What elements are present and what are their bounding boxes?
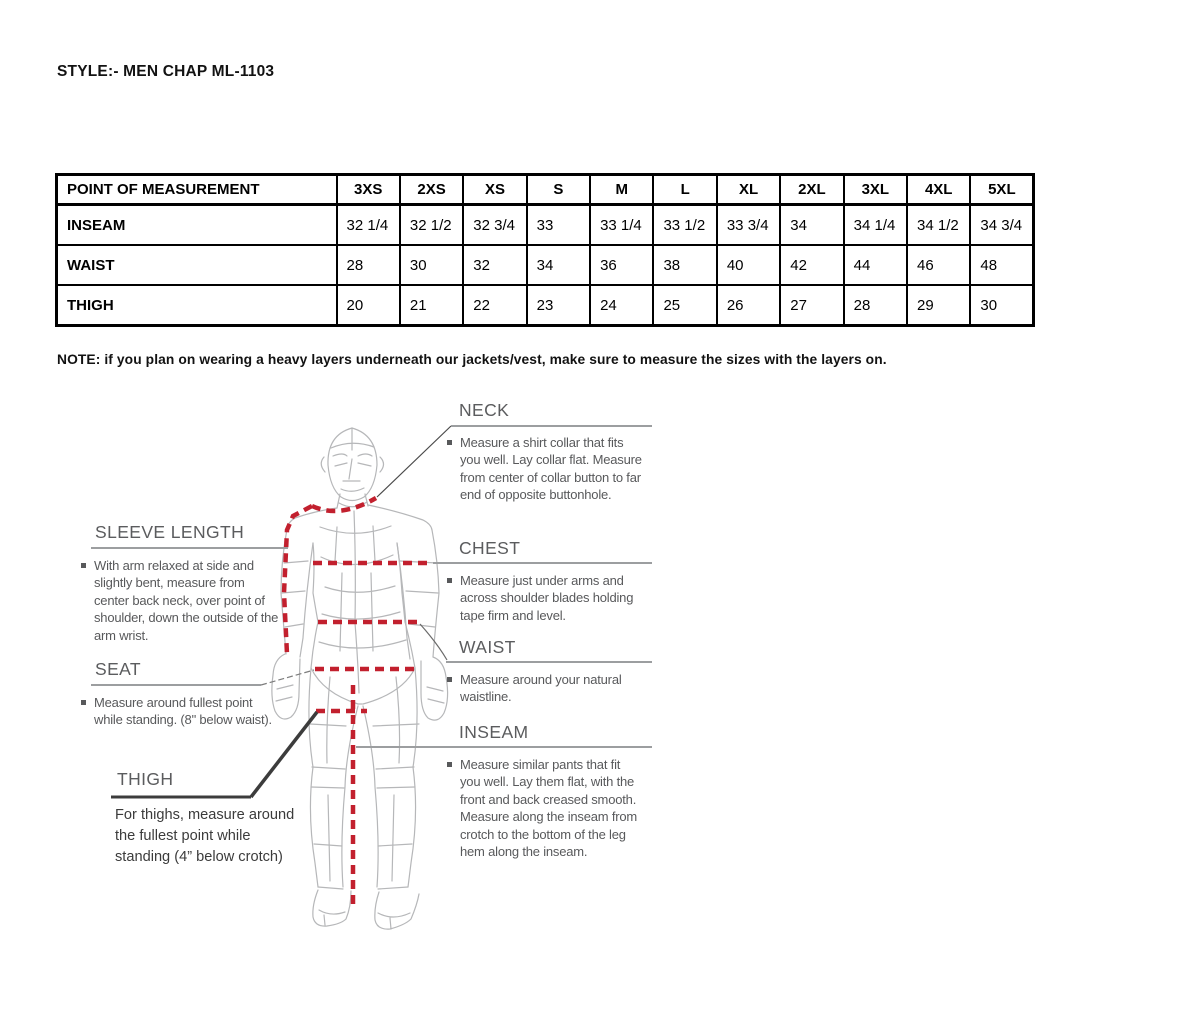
column-header: 3XS	[337, 175, 400, 205]
column-header: M	[590, 175, 653, 205]
waist-instructions: Measure around your natural waistline.	[447, 671, 642, 706]
style-title: STYLE:- MEN CHAP ML-1103	[57, 63, 275, 80]
bullet-square	[81, 700, 86, 705]
measurement-diagram	[75, 393, 655, 943]
table-cell: 34	[527, 245, 590, 285]
table-row	[57, 285, 1034, 326]
table-cell: 24	[590, 285, 653, 326]
table-cell: 48	[970, 245, 1033, 285]
table-cell: 33	[527, 205, 590, 246]
seat-instructions: Measure around fullest point while standing. (8" below waist).	[81, 694, 282, 729]
column-header: 2XS	[400, 175, 463, 205]
waist-heading: WAIST	[459, 637, 516, 657]
table-cell: 32	[463, 245, 526, 285]
table-cell: 36	[590, 245, 653, 285]
table-cell: 23	[527, 285, 590, 326]
column-header: 5XL	[970, 175, 1033, 205]
table-cell: 22	[463, 285, 526, 326]
table-cell: 34 1/4	[844, 205, 907, 246]
column-header: XL	[717, 175, 780, 205]
table-cell: 33 1/4	[590, 205, 653, 246]
table-cell: 33 3/4	[717, 205, 780, 246]
column-header: 4XL	[907, 175, 970, 205]
column-header: POINT OF MEASUREMENT	[57, 175, 337, 205]
table-cell: 25	[653, 285, 716, 326]
table-cell: 40	[717, 245, 780, 285]
table-cell: 28	[844, 285, 907, 326]
note-text: NOTE: if you plan on wearing a heavy layers underneath our jackets/vest, make sure to measure the sizes with the layers on.	[57, 352, 887, 367]
table-cell: 32 3/4	[463, 205, 526, 246]
seat-heading: SEAT	[95, 659, 142, 679]
table-header-row	[57, 175, 1034, 205]
table-cell: 26	[717, 285, 780, 326]
inseam-heading: INSEAM	[459, 722, 529, 742]
table-row	[57, 205, 1034, 246]
inseam-instructions: Measure similar pants that fit you well. Lay them flat, with the front and back creased smooth. Measure along the inseam from crotch to the bottom of the leg hem along the inseam.	[447, 756, 642, 860]
sleeve-length-instructions: With arm relaxed at side and slightly bent, measure from center back neck, over point of shoulder, down the outside of the arm wrist.	[81, 557, 282, 644]
table-cell: 33 1/2	[653, 205, 716, 246]
bullet-square	[447, 440, 452, 445]
column-header: XS	[463, 175, 526, 205]
row-label: INSEAM	[57, 205, 337, 246]
row-label: WAIST	[57, 245, 337, 285]
table-cell: 30	[970, 285, 1033, 326]
table-cell: 21	[400, 285, 463, 326]
table-cell: 38	[653, 245, 716, 285]
thigh-instructions: For thighs, measure around the fullest point while standing (4” below crotch)	[115, 807, 295, 865]
table-cell: 44	[844, 245, 907, 285]
bullet-square	[447, 677, 452, 682]
column-header: S	[527, 175, 590, 205]
chest-heading: CHEST	[459, 538, 521, 558]
table-cell: 46	[907, 245, 970, 285]
table-cell: 20	[337, 285, 400, 326]
size-chart-table	[55, 173, 1035, 327]
table-cell: 34 1/2	[907, 205, 970, 246]
neck-instructions: Measure a shirt collar that fits you well. Lay collar flat. Measure from center of collar button to far end of opposite buttonhole.	[447, 434, 642, 504]
row-label: THIGH	[57, 285, 337, 326]
bullet-square	[447, 762, 452, 767]
table-cell: 30	[400, 245, 463, 285]
table-cell: 34 3/4	[970, 205, 1033, 246]
column-header: L	[653, 175, 716, 205]
table-cell: 28	[337, 245, 400, 285]
table-cell: 27	[780, 285, 843, 326]
table-cell: 34	[780, 205, 843, 246]
neck-heading: NECK	[459, 400, 510, 420]
bullet-square	[81, 563, 86, 568]
table-cell: 32 1/2	[400, 205, 463, 246]
column-header: 2XL	[780, 175, 843, 205]
table-cell: 29	[907, 285, 970, 326]
chest-instructions: Measure just under arms and across shoulder blades holding tape firm and level.	[447, 572, 642, 624]
sleeve-length-heading: SLEEVE LENGTH	[95, 522, 245, 542]
table-cell: 32 1/4	[337, 205, 400, 246]
thigh-heading: THIGH	[117, 769, 174, 789]
column-header: 3XL	[844, 175, 907, 205]
bullet-square	[447, 578, 452, 583]
table-cell: 42	[780, 245, 843, 285]
table-row	[57, 245, 1034, 285]
